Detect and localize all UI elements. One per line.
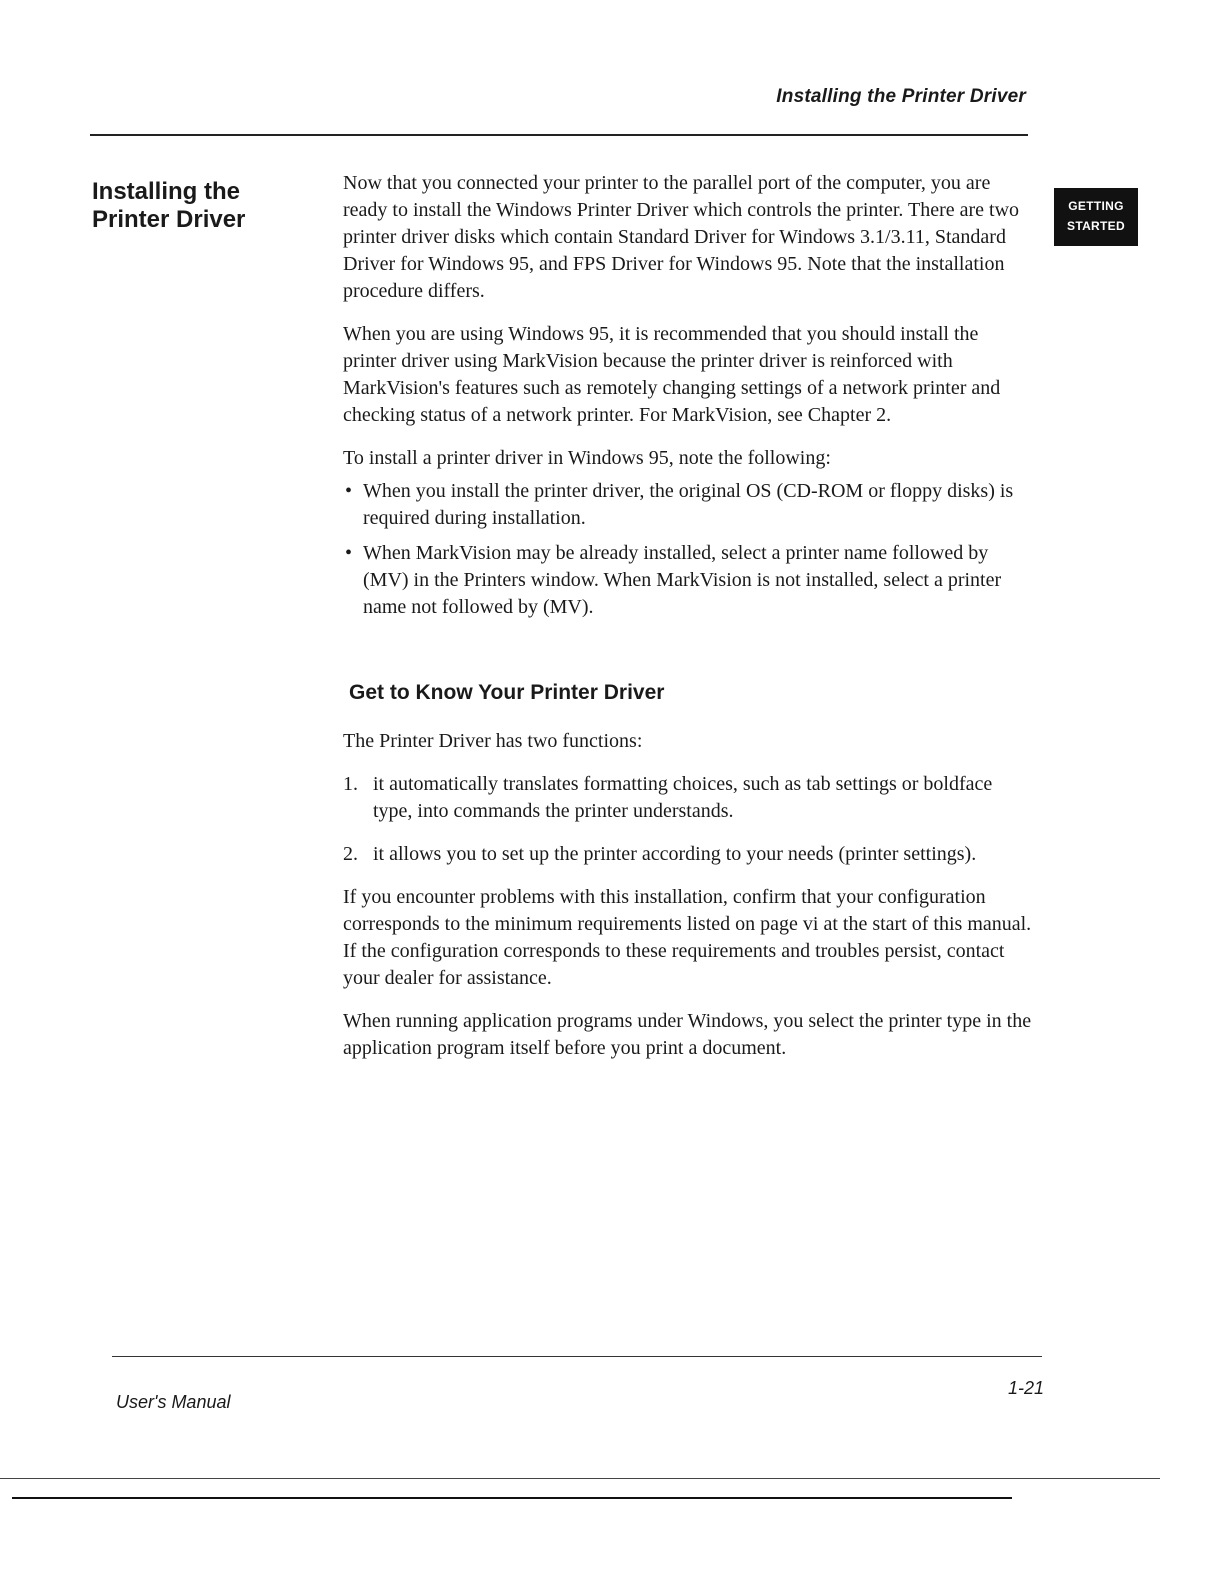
footer-rule xyxy=(112,1356,1042,1357)
main-content xyxy=(343,170,1033,1078)
paragraph-troubleshooting: If you encounter problems with this installation, confirm that your configuration corresponds to the minimum requirements listed on page vi at the start of this manual. If the configuration corresponds to these requirements and troubles persist, contact your dealer for assistance. xyxy=(343,886,1032,989)
footer-manual-title: User's Manual xyxy=(116,1392,231,1412)
chapter-tab-line2: STARTED xyxy=(1067,219,1125,233)
numbered-list xyxy=(343,771,1033,868)
running-header: Installing the Printer Driver xyxy=(776,86,1026,107)
list-item-text: it automatically translates formatting choices, such as tab settings or boldface type, into commands the printer understands. xyxy=(373,773,993,822)
paragraph-win95-note: To install a printer driver in Windows 95, note the following: xyxy=(343,447,831,469)
bullet-list xyxy=(343,478,1033,621)
list-item xyxy=(343,540,1033,621)
bullet-marker: • xyxy=(345,542,353,564)
side-heading: Installing the Printer Driver xyxy=(92,178,246,233)
paragraph-markvision: When you are using Windows 95, it is recommended that you should install the printer driver using MarkVision because the printer driver is reinforced with MarkVision's features such as remotely changing settings of a network printer and checking status of a network printer. For MarkVision, see Chapter 2. xyxy=(343,323,1001,426)
list-item-text: it allows you to set up the printer according to your needs (printer settings). xyxy=(373,843,977,865)
paragraph-applications: When running application programs under Windows, you select the printer type in the application program itself before you print a document. xyxy=(343,1010,1032,1059)
list-item xyxy=(343,771,1033,825)
paragraph-functions: The Printer Driver has two functions: xyxy=(343,730,643,752)
bullet-marker: • xyxy=(345,480,353,502)
header-rule xyxy=(90,134,1028,136)
chapter-tab xyxy=(1054,188,1138,246)
list-item-text: When you install the printer driver, the original OS (CD-ROM or floppy disks) is required during installation. xyxy=(363,480,1014,529)
section-heading: Get to Know Your Printer Driver xyxy=(349,681,665,704)
chapter-tab-line1: GETTING xyxy=(1068,199,1124,213)
scan-edge-line xyxy=(12,1497,1012,1499)
list-item xyxy=(343,841,1033,868)
list-number: 1. xyxy=(343,773,358,795)
list-item xyxy=(343,478,1033,532)
paragraph-intro: Now that you connected your printer to the parallel port of the computer, you are ready to install the Windows Printer Driver which controls the printer. There are two printer driver disks which contain Standard Driver for Windows 3.1/3.11, Standard Driver for Windows 95, and FPS Driver for Windows 95. Note that the installation procedure differs. xyxy=(343,172,1020,302)
list-number: 2. xyxy=(343,843,358,865)
scan-edge-line xyxy=(0,1478,1160,1479)
list-item-text: When MarkVision may be already installed, select a printer name followed by (MV) in the Printers window. When MarkVision is not installed, select a printer name not followed by (MV). xyxy=(363,542,1002,618)
page-number: 1-21 xyxy=(1008,1378,1045,1398)
